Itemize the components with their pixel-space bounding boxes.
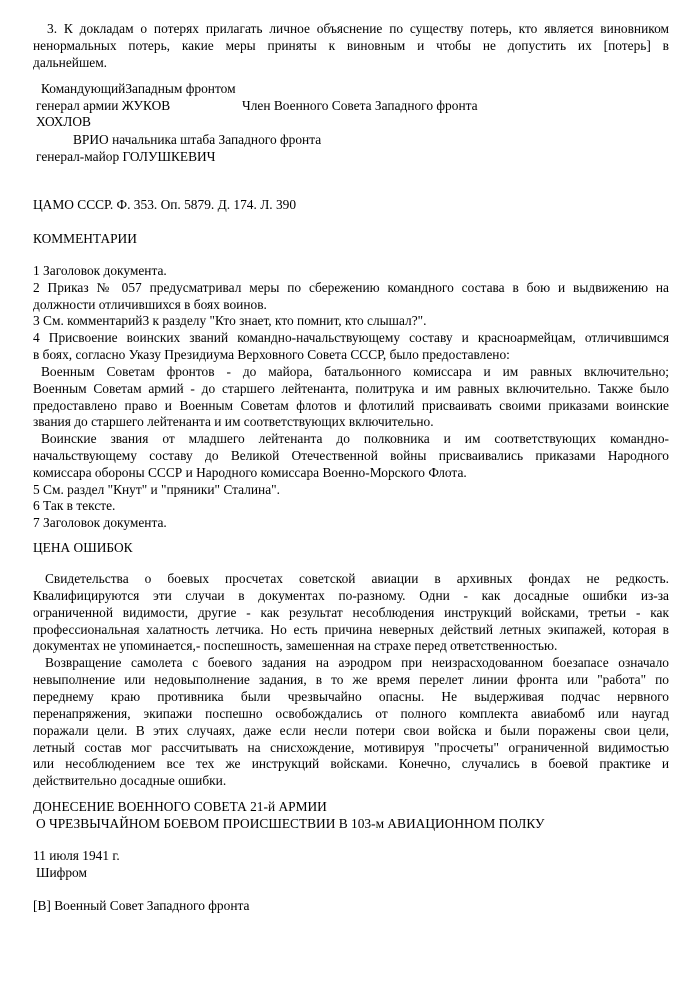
section-heading: ЦЕНА ОШИБОК [33,540,133,555]
signature-name: ХОХЛОВ [36,114,91,129]
report-date: 11 июля 1941 г. [33,848,120,863]
body-line: Квалифицируются эти случаи в документах по-разному. Одни - как досадные ошибки из-за [33,588,669,603]
comment-line: 4 Присвоение воинских званий командно-начальствующему составу и красноармейцам, отличившимся [33,330,669,345]
paragraph-3-line: дальнейшем. [33,55,108,70]
paragraph-3-line: 3. К докладам о потерях прилагать личное объяснение по существу потерь, кто является виновником [47,21,669,36]
body-line: ограниченной видимости, другие - как результат несоблюдения инструкций войсками, третьи - как [33,605,669,620]
archive-reference: ЦАМО СССР. Ф. 353. Оп. 5879. Д. 174. Л. 390 [33,197,297,212]
body-line: профессиональная халатность летчика. Но есть причина неверных действий летных экипажей, которая в [33,622,669,637]
body-line: переднему краю противника были чрезвычайно опасны. Не выдерживая подчас нервного [33,689,669,704]
comment-line: 2 Приказ № 057 предусматривал меры по сбережению командного состава в бою и выдвижению на [33,280,669,295]
report-cipher: Шифром [36,865,87,880]
comment-line: Воинские звания от младшего лейтенанта до полковника и им соответствующих командно- [41,431,669,446]
signature-title: Член Военного Совета Западного фронта [242,98,478,113]
comment-line: 7 Заголовок документа. [33,515,167,530]
comment-line: в боях, согласно Указу Президиума Верховного Совета СССР, было предоставлено: [33,347,510,362]
comment-line: 6 Так в тексте. [33,498,116,513]
body-line: летный состав мог рассчитывать на снисхождение, мотивируя "просчеты" ограниченной видимостью [33,740,669,755]
comment-line: Военным Советам фронтов - до майора, батальонного комиссара и им равных включительно; [41,364,669,379]
comment-line: начальствующему составу до Великой Отечественной войны присваивались приказами Народного [33,448,669,463]
report-title: О ЧРЕЗВЫЧАЙНОМ БОЕВОМ ПРОИСШЕСТВИИ В 103-м АВИАЦИОННОМ ПОЛКУ [36,816,545,831]
signature-title: КомандующийЗападным фронтом [41,81,236,96]
body-line: Возвращение самолета с боевого задания на аэродром при неизрасходованном боезапасе означало [45,655,669,670]
report-addressee: [В] Военный Совет Западного фронта [33,898,250,913]
signature-title: ВРИО начальника штаба Западного фронта [73,132,322,147]
paragraph-3-line: ненормальных потерь, какие меры приняты к виновным и чтобы не допустить их [потерь] в [33,38,669,53]
comment-line: 3 См. комментарий3 к разделу "Кто знает, кто помнит, кто слышал?". [33,313,427,328]
signature-name: генерал армии ЖУКОВ [36,98,171,113]
body-line: документах не упоминается,- поспешность, замешенная на страхе перед ответственностью. [33,638,558,653]
comments-heading: КОММЕНТАРИИ [33,231,137,246]
comment-line: звания до старшего лейтенанта и им соответствующих включительно. [33,414,434,429]
comment-line: комиссара обороны СССР и Народного комиссара Военно-Морского Флота. [33,465,467,480]
body-line: или несоблюдением все тех же инструкций войсками. Конечно, случались в боевой практике и [33,756,669,771]
comment-line: 1 Заголовок документа. [33,263,167,278]
report-title: ДОНЕСЕНИЕ ВОЕННОГО СОВЕТА 21-й АРМИИ [33,799,327,814]
body-line: Свидетельства о боевых просчетах советской авиации в архивных фондах не редкость. [45,571,669,586]
comment-line: Военным Советам армий - до старшего лейтенанта, политрука и им равных включительно. Также было [33,381,669,396]
comment-line: должности отличившихся в боях воинов. [33,297,267,312]
comment-line: предоставлено право и Военным Советам флотов и флотилий присваивать своими приказами воинские [33,398,669,413]
body-line: невыполнение или недовыполнение задания, в то же время перелет линии фронта или "работа" по [33,672,669,687]
body-line: действительно досадные ошибки. [33,773,227,788]
comment-line: 5 См. раздел "Кнут" и "пряники" Сталина". [33,482,280,497]
signature-name: генерал-майор ГОЛУШКЕВИЧ [36,149,216,164]
body-line: перенапряжения, экипажи поспешно освобождались от полного комплекта авиабомб или наугад [33,706,669,721]
body-line: поражали цели. В этих случаях, даже если несли потери свои войска и были поражены свои цели, [33,723,669,738]
